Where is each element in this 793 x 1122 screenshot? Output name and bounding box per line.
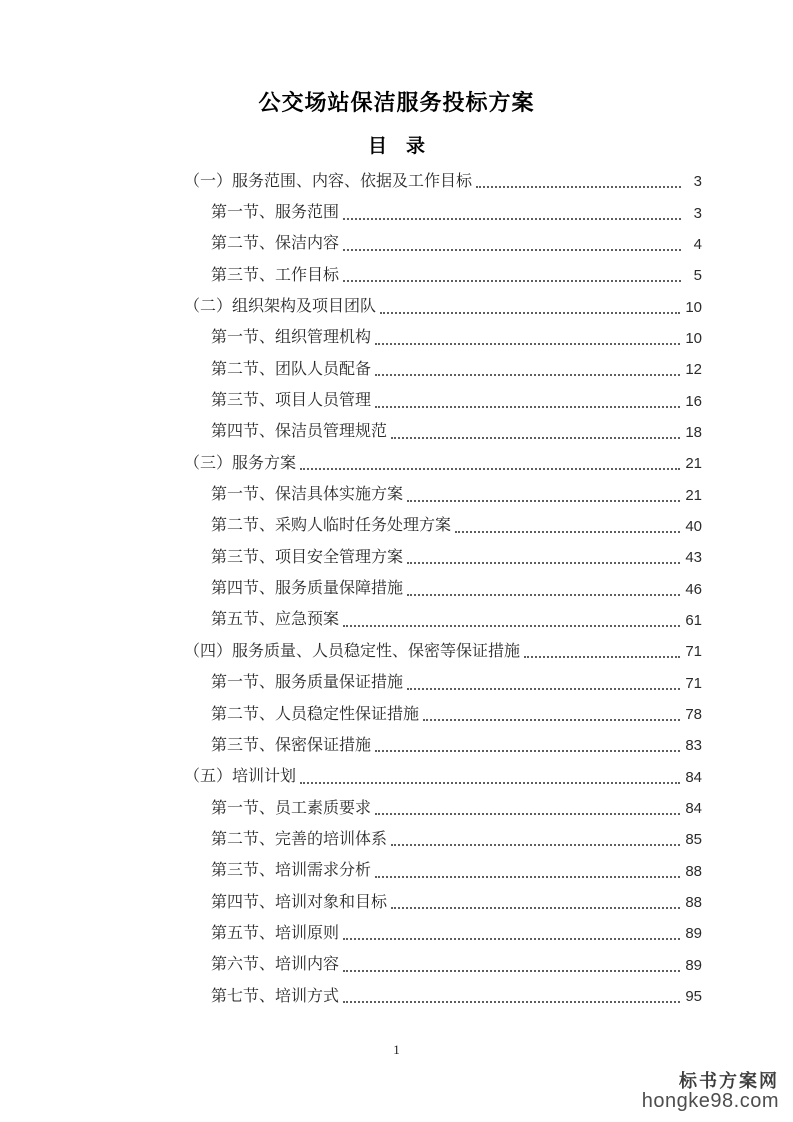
toc-dot-leader — [476, 175, 681, 188]
toc-entry-label: 第四节、保洁员管理规范 — [211, 423, 388, 441]
toc-dot-leader — [407, 489, 680, 502]
toc-entry-page: 5 — [693, 267, 702, 285]
toc-entry-page: 83 — [685, 737, 702, 755]
toc-dot-leader — [375, 395, 680, 408]
toc-entry — [184, 542, 702, 573]
toc-dot-leader — [375, 802, 680, 815]
toc-dot-leader — [391, 426, 680, 439]
toc-entry — [184, 730, 702, 761]
toc-dot-leader — [343, 614, 680, 627]
toc-entry-page: 89 — [685, 956, 702, 974]
toc-dot-leader — [407, 677, 680, 690]
toc-dot-leader — [423, 708, 680, 721]
toc-entry-label: 第二节、采购人临时任务处理方案 — [211, 517, 452, 535]
toc-entry-label: （五）培训计划 — [184, 768, 297, 786]
toc-dot-leader — [300, 457, 680, 470]
toc-entry-label: 第一节、组织管理机构 — [211, 329, 372, 347]
toc-entry-page: 3 — [693, 204, 702, 222]
toc-entry — [184, 229, 702, 260]
toc-entry — [184, 260, 702, 291]
toc-entry-label: 第五节、应急预案 — [211, 611, 340, 629]
toc-entry-label: 第二节、团队人员配备 — [211, 360, 372, 378]
toc-entry — [184, 981, 702, 1012]
toc-entry-page: 43 — [685, 549, 702, 567]
toc-entry-page: 85 — [685, 831, 702, 849]
toc-entry — [184, 668, 702, 699]
toc-dot-leader — [407, 583, 680, 596]
toc-entry-label: 第一节、员工素质要求 — [211, 799, 372, 817]
toc-entry — [184, 511, 702, 542]
toc-dot-leader — [343, 959, 680, 972]
toc-entry-label: 第二节、保洁内容 — [211, 235, 340, 253]
toc-dot-leader — [391, 833, 680, 846]
toc-dot-leader — [343, 990, 680, 1003]
toc-entry — [184, 950, 702, 981]
toc-entry — [184, 824, 702, 855]
toc-entry-label: 第七节、培训方式 — [211, 987, 340, 1005]
toc-entry-label: 第四节、培训对象和目标 — [211, 893, 388, 911]
toc-dot-leader — [343, 269, 681, 282]
toc-entry-label: 第二节、人员稳定性保证措施 — [211, 705, 420, 723]
toc-entry-page: 84 — [685, 768, 702, 786]
toc-entry-page: 78 — [685, 706, 702, 724]
toc-entry-label: 第六节、培训内容 — [211, 956, 340, 974]
toc-entry — [184, 354, 702, 385]
toc-entry-page: 18 — [685, 423, 702, 441]
toc-entry — [184, 605, 702, 636]
toc-entry — [184, 887, 702, 918]
toc-entry — [184, 197, 702, 228]
toc-heading: 目 录 — [367, 136, 425, 157]
toc-dot-leader — [380, 301, 680, 314]
toc-entry-label: 第三节、培训需求分析 — [211, 862, 372, 880]
toc-entry — [184, 699, 702, 730]
toc-entry-page: 3 — [693, 173, 702, 191]
toc-entry — [184, 291, 702, 322]
toc-entry — [184, 573, 702, 604]
toc-dot-leader — [375, 865, 680, 878]
toc-dot-leader — [375, 332, 680, 345]
toc-entry-page: 71 — [685, 643, 702, 661]
toc-entry-page: 89 — [685, 925, 702, 943]
toc-entry-label: （四）服务质量、人员稳定性、保密等保证措施 — [184, 642, 521, 660]
toc-entry-page: 40 — [685, 517, 702, 535]
toc-entry-label: 第一节、保洁具体实施方案 — [211, 486, 404, 504]
toc-entry-page: 10 — [685, 298, 702, 316]
toc-entry-label: 第五节、培训原则 — [211, 924, 340, 942]
toc-entry-label: 第三节、项目人员管理 — [211, 392, 372, 410]
toc-dot-leader — [343, 927, 680, 940]
toc-dot-leader — [391, 896, 680, 909]
watermark — [642, 1072, 779, 1112]
toc-dot-leader — [524, 645, 680, 658]
toc-entry-page: 21 — [685, 455, 702, 473]
toc-entry — [184, 918, 702, 949]
toc-entry-label: 第四节、服务质量保障措施 — [211, 580, 404, 598]
toc-entry-page: 12 — [685, 361, 702, 379]
watermark-site-name: 标书方案网 — [679, 1071, 779, 1092]
toc-dot-leader — [300, 771, 680, 784]
toc-entry — [184, 636, 702, 667]
document-title: 公交场站保洁服务投标方案 — [258, 90, 535, 115]
toc-entry-page: 21 — [685, 486, 702, 504]
page-number: 1 — [393, 1042, 400, 1057]
toc-dot-leader — [375, 363, 680, 376]
toc-dot-leader — [343, 207, 681, 220]
toc-dot-leader — [375, 739, 680, 752]
toc-entry — [184, 762, 702, 793]
toc-entry-label: 第三节、保密保证措施 — [211, 736, 372, 754]
toc-entry-label: （三）服务方案 — [184, 454, 297, 472]
toc-entry-page: 61 — [685, 611, 702, 629]
toc-entry-page: 46 — [685, 580, 702, 598]
toc-list — [184, 166, 702, 1012]
toc-entry — [184, 793, 702, 824]
toc-entry-label: （一）服务范围、内容、依据及工作目标 — [184, 172, 473, 190]
toc-entry — [184, 448, 702, 479]
toc-entry — [184, 323, 702, 354]
toc-entry — [184, 417, 702, 448]
toc-entry — [184, 385, 702, 416]
toc-entry-label: 第三节、工作目标 — [211, 266, 340, 284]
toc-entry-label: 第二节、完善的培训体系 — [211, 830, 388, 848]
toc-dot-leader — [407, 551, 680, 564]
toc-entry-page: 95 — [685, 988, 702, 1006]
toc-dot-leader — [343, 238, 681, 251]
toc-entry-label: 第一节、服务范围 — [211, 204, 340, 222]
toc-entry — [184, 856, 702, 887]
toc-entry-page: 10 — [685, 329, 702, 347]
toc-entry-page: 16 — [685, 392, 702, 410]
toc-entry-page: 84 — [685, 800, 702, 818]
toc-entry-label: 第三节、项目安全管理方案 — [211, 548, 404, 566]
toc-entry-label: 第一节、服务质量保证措施 — [211, 674, 404, 692]
toc-dot-leader — [455, 520, 680, 533]
toc-entry — [184, 479, 702, 510]
watermark-site-url: hongke98.com — [641, 1090, 779, 1112]
toc-entry-page: 88 — [685, 862, 702, 880]
toc-entry-label: （二）组织架构及项目团队 — [184, 298, 377, 316]
toc-entry-page: 88 — [685, 894, 702, 912]
toc-entry-page: 4 — [693, 235, 702, 253]
toc-entry-page: 71 — [685, 674, 702, 692]
toc-entry — [184, 166, 702, 197]
